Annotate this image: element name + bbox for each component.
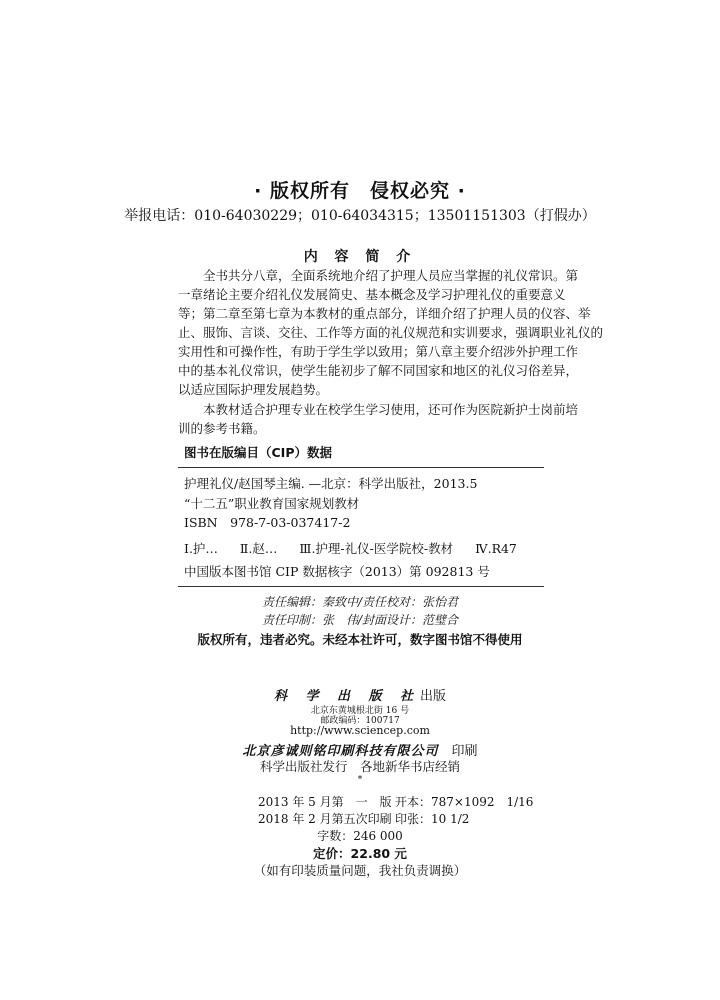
report-phone-line: 举报电话：010-64030229；010-64034315；13501151303（打假办） bbox=[124, 208, 596, 224]
cip-title-line: 护理礼仪/赵国琴主编. —北京：科学出版社，2013.5 bbox=[184, 476, 478, 491]
rights-reserved-title: · 版权所有 侵权必究 · bbox=[254, 180, 466, 202]
word-count: 字数：246 000 bbox=[317, 829, 403, 843]
classification-item: Ⅲ.护理-礼仪-医学院校-教材 bbox=[299, 541, 454, 556]
cip-series-line: “十二五”职业教育国家规划教材 bbox=[184, 496, 360, 511]
publisher-address: 北京东黄城根北街 16 号 bbox=[310, 706, 410, 716]
paragraph-line: 本教材适合护理专业在校学生学习使用，还可作为医院新护士岗前培 bbox=[178, 402, 579, 417]
publisher-name: 科 学 出 版 社 bbox=[273, 689, 421, 704]
paragraph-line: 训的参考书籍。 bbox=[178, 421, 266, 436]
printing-date: 2018 年 2 月第五次印刷 bbox=[258, 812, 392, 826]
classification-item: Ⅰ.护… bbox=[184, 541, 218, 556]
printer-name: 北京彦诚则铭印刷科技有限公司 bbox=[242, 744, 439, 759]
printer-suffix: 印刷 bbox=[451, 744, 478, 759]
publisher-url: http://www.sciencep.com bbox=[290, 724, 430, 737]
print-credit-line: 责任印制：张 伟/封面设计：范璧合 bbox=[261, 613, 459, 627]
rights-notice: 版权所有，违者必究。未经本社许可，数字图书馆不得使用 bbox=[197, 632, 523, 647]
paragraph-line: 等；第二章至第七章为本教材的重点部分，详细介绍了护理人员的仪容、举 bbox=[178, 306, 591, 321]
editor-credit-line: 责任编辑：秦致中/责任校对：张怡君 bbox=[261, 595, 459, 609]
paragraph-line: 实用性和可操作性，有助于学生学以致用；第八章主要介绍涉外护理工作 bbox=[178, 344, 579, 359]
printed-sheets: 印张：10 1/2 bbox=[395, 812, 470, 826]
publisher-line bbox=[0, 685, 720, 704]
paragraph-line: 止、服饰、言谈、交往、工作等方面的礼仪规范和实训要求，强调职业礼仪的 bbox=[178, 325, 604, 340]
summary-heading: 内 容 简 介 bbox=[303, 249, 417, 265]
first-edition-date: 2013 年 5 月第 一 版 bbox=[258, 795, 392, 809]
cip-classification-line bbox=[184, 539, 539, 557]
cip-record-number-line: 中国版本图书馆 CIP 数据核字（2013）第 092813 号 bbox=[184, 564, 490, 579]
publisher-postal-code: 邮政编码：100717 bbox=[320, 716, 400, 726]
summary-paragraph-1 bbox=[178, 266, 604, 399]
cip-bottom-rule bbox=[178, 586, 544, 587]
price: 定价：22.80 元 bbox=[313, 846, 407, 861]
quality-note: （如有印装质量问题，我社负责调换） bbox=[253, 863, 467, 878]
paragraph-line: 全书共分八章，全面系统地介绍了护理人员应当掌握的礼仪常识。第 bbox=[178, 268, 579, 283]
page-format: 开本：787×1092 1/16 bbox=[395, 795, 534, 809]
paragraph-line: 以适应国际护理发展趋势。 bbox=[178, 382, 329, 397]
cip-heading: 图书在版编目（CIP）数据 bbox=[184, 445, 332, 460]
summary-paragraph-2 bbox=[178, 400, 579, 438]
publisher-suffix: 出版 bbox=[420, 689, 447, 704]
cip-isbn-line: ISBN 978-7-03-037417-2 bbox=[184, 515, 351, 530]
separator-star: * bbox=[357, 775, 363, 785]
classification-item: Ⅱ.赵… bbox=[239, 541, 278, 556]
distribution-line: 科学出版社发行 各地新华书店经销 bbox=[259, 759, 460, 774]
cip-top-rule bbox=[178, 467, 544, 468]
paragraph-line: 中的基本礼仪常识，使学生能初步了解不同国家和地区的礼仪习俗差异， bbox=[178, 363, 579, 378]
paragraph-line: 一章绪论主要介绍礼仪发展简史、基本概念及学习护理礼仪的重要意义 bbox=[178, 287, 566, 302]
classification-item: Ⅳ.R47 bbox=[475, 541, 517, 556]
